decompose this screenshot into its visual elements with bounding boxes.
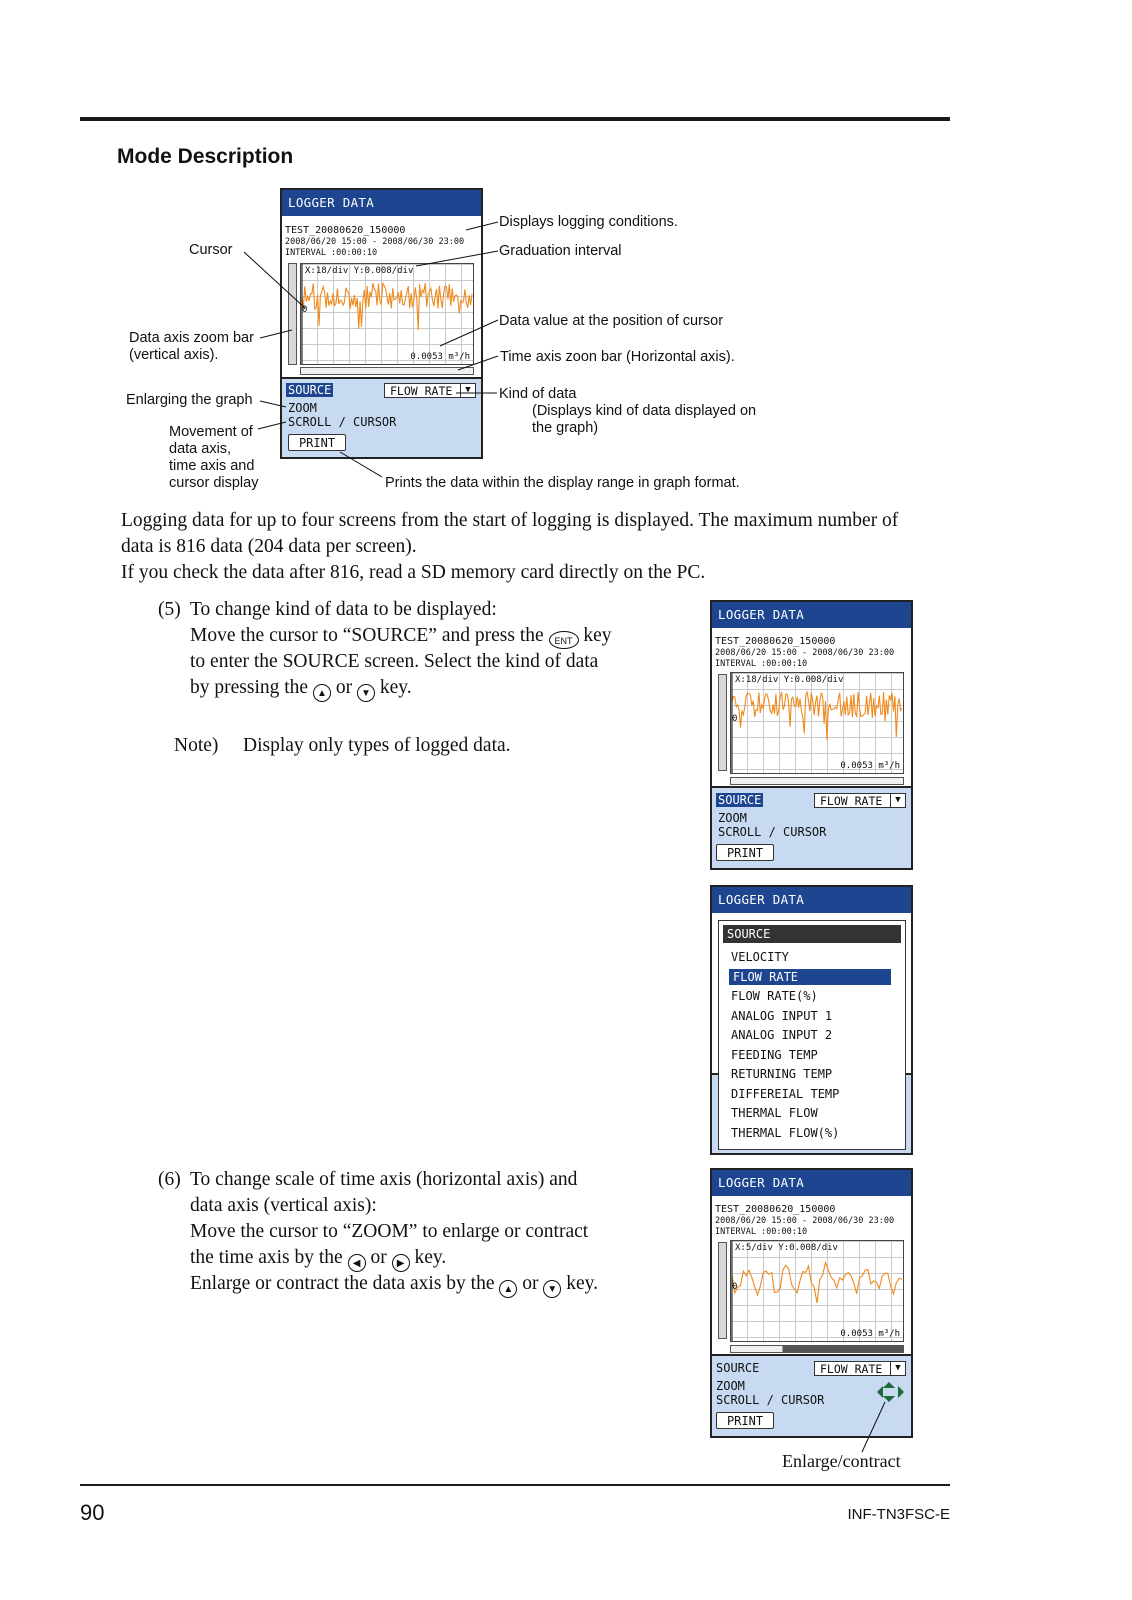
- callout-movement-1: Movement of: [169, 424, 253, 440]
- callout-print: Prints the data within the display range in graph format.: [385, 475, 740, 491]
- menu-scroll-cursor[interactable]: SCROLL / CURSOR: [288, 415, 397, 429]
- step5-number: (5): [158, 599, 181, 620]
- menu-scroll-cursor[interactable]: SCROLL / CURSOR: [716, 1393, 825, 1407]
- step5-line-2: Move the cursor to “SOURCE” and press the ENT key: [190, 623, 612, 649]
- up-key-icon: ▲: [313, 684, 331, 702]
- source-list-item[interactable]: FLOW RATE: [729, 969, 891, 985]
- menu-zoom[interactable]: ZOOM: [718, 811, 747, 825]
- menu-source[interactable]: SOURCE: [718, 793, 762, 807]
- source-list-item[interactable]: FLOW RATE(%): [731, 989, 818, 1003]
- menu-source[interactable]: SOURCE: [288, 383, 332, 397]
- screen-title: LOGGER DATA: [712, 602, 911, 628]
- intro-line-3: If you check the data after 816, read a SD memory card directly on the PC.: [121, 562, 706, 583]
- source-list-item[interactable]: THERMAL FLOW(%): [731, 1125, 840, 1140]
- callout-logging-conditions: Displays logging conditions.: [499, 214, 678, 230]
- callout-time-zoom: Time axis zoon bar (Horizontal axis).: [500, 349, 735, 365]
- data-axis-zoom-bar[interactable]: [718, 674, 727, 771]
- screen-file: TEST_20080620_150000: [715, 1204, 836, 1215]
- up-key-icon: ▲: [499, 1280, 517, 1298]
- step5-line-4: by pressing the ▲ or ▼ key.: [190, 675, 412, 702]
- flow-trace: [732, 692, 902, 740]
- source-screen-before: [710, 600, 913, 870]
- callout-data-value: Data value at the position of cursor: [499, 313, 724, 329]
- graph-scale: X:18/div Y:0.008/div: [735, 675, 844, 685]
- callout-movement-3: time axis and: [169, 458, 255, 474]
- right-key-icon: ▶: [392, 1254, 410, 1272]
- step6-number: (6): [158, 1169, 181, 1190]
- note-text: Display only types of logged data.: [243, 735, 511, 756]
- note-label: Note): [174, 735, 219, 756]
- data-axis-zoom-bar[interactable]: [718, 1242, 727, 1339]
- callout-kind: Kind of data: [499, 386, 577, 402]
- chevron-down-icon: ▼: [890, 1362, 905, 1375]
- graph-zero: 0: [732, 1282, 738, 1292]
- source-list-item[interactable]: THERMAL FLOW: [731, 1106, 818, 1120]
- screen-interval: INTERVAL :00:00:10: [715, 1227, 808, 1237]
- source-list-item[interactable]: RETURNING TEMP: [731, 1067, 833, 1081]
- source-screen-list: [710, 885, 913, 1155]
- screen-title: LOGGER DATA: [282, 190, 481, 216]
- step5-line-1: To change kind of data to be displayed:: [190, 599, 497, 620]
- step5-line-3: to enter the SOURCE screen. Select the kind of data: [190, 651, 599, 672]
- graph-area: [730, 1240, 904, 1342]
- chevron-down-icon: ▼: [460, 384, 475, 397]
- flow-trace: [732, 1263, 902, 1304]
- chevron-down-icon: ▼: [890, 794, 905, 807]
- section-title: Mode Description: [117, 145, 294, 168]
- callout-graduation: Graduation interval: [499, 243, 622, 259]
- source-list-item[interactable]: ANALOG INPUT 2: [731, 1028, 833, 1042]
- print-button[interactable]: PRINT: [288, 434, 346, 451]
- cursor-value: 0.0053 m³/h: [840, 1329, 900, 1339]
- screen-range: 2008/06/20 15:00 - 2008/06/30 23:00: [715, 648, 895, 658]
- callout-kind-desc-1: (Displays kind of data displayed on: [532, 403, 757, 419]
- screen-title: LOGGER DATA: [712, 887, 911, 913]
- kind-dropdown[interactable]: FLOW RATE ▼: [814, 1361, 906, 1376]
- menu-zoom[interactable]: ZOOM: [288, 401, 317, 415]
- source-list-item[interactable]: DIFFEREIAL TEMP: [731, 1086, 840, 1101]
- graph-scale: X:18/div Y:0.008/div: [305, 266, 414, 276]
- callout-movement-4: cursor display: [169, 475, 259, 491]
- step6-line-3: Move the cursor to “ZOOM” to enlarge or contract: [190, 1221, 589, 1242]
- source-list-item[interactable]: ANALOG INPUT 1: [731, 1008, 833, 1023]
- left-key-icon: ◀: [348, 1254, 366, 1272]
- callout-enlarging: Enlarging the graph: [126, 392, 253, 408]
- bottom-rule: [80, 1484, 950, 1486]
- time-axis-zoom-bar[interactable]: [730, 777, 904, 785]
- screen-range: 2008/06/20 15:00 - 2008/06/30 23:00: [285, 237, 465, 247]
- menu-source[interactable]: SOURCE: [716, 1361, 760, 1375]
- callout-kind-desc-2: the graph): [532, 420, 599, 436]
- step6-line-5: Enlarge or contract the data axis by the ▲ or ▼ key.: [190, 1271, 598, 1298]
- callout-data-zoom-1: Data axis zoom bar: [129, 330, 254, 346]
- screen-file: TEST_20080620_150000: [715, 636, 836, 647]
- intro-line-1: Logging data for up to four screens from the start of logging is displayed. The maximum number of: [121, 510, 899, 531]
- callout-cursor: Cursor: [189, 242, 233, 258]
- callout-movement-2: data axis,: [169, 441, 232, 457]
- source-list-item[interactable]: VELOCITY: [731, 950, 789, 964]
- screen-interval: INTERVAL :00:00:10: [715, 659, 808, 669]
- graph-scale: X:5/div Y:0.008/div: [735, 1243, 838, 1253]
- source-list-item[interactable]: FEEDING TEMP: [731, 1047, 818, 1062]
- source-list-popup: [718, 920, 906, 1150]
- down-key-icon: ▼: [357, 684, 375, 702]
- print-button[interactable]: PRINT: [716, 1412, 774, 1429]
- cursor-value: 0.0053 m³/h: [410, 352, 470, 362]
- graph-trace: [731, 673, 903, 773]
- page-number: 90: [80, 1500, 105, 1525]
- zoom-screen: [710, 1168, 913, 1438]
- time-axis-zoom-bar[interactable]: [730, 1345, 904, 1353]
- ent-key-icon: ENT: [549, 631, 579, 649]
- kind-dropdown[interactable]: FLOW RATE ▼: [384, 383, 476, 398]
- screen-file: TEST_20080620_150000: [285, 225, 406, 236]
- print-button[interactable]: PRINT: [716, 844, 774, 861]
- source-list-title: SOURCE: [723, 925, 901, 943]
- document-code: INF-TN3FSC-E: [847, 1506, 950, 1523]
- screen-interval: INTERVAL :00:00:10: [285, 248, 378, 258]
- intro-line-2: data is 816 data (204 data per screen).: [121, 536, 417, 557]
- enlarge-contract-caption: Enlarge/contract: [782, 1451, 901, 1471]
- menu-scroll-cursor[interactable]: SCROLL / CURSOR: [718, 825, 827, 839]
- step6-line-1: To change scale of time axis (horizontal axis) and: [190, 1169, 578, 1190]
- kind-dropdown[interactable]: FLOW RATE ▼: [814, 793, 906, 808]
- graph-zero: 0: [732, 714, 738, 724]
- down-key-icon: ▼: [543, 1280, 561, 1298]
- step6-line-4: the time axis by the ◀ or ▶ key.: [190, 1245, 446, 1272]
- graph-area: [730, 672, 904, 774]
- menu-zoom[interactable]: ZOOM: [716, 1379, 745, 1393]
- menu-panel: [712, 786, 911, 868]
- callout-data-zoom-2: (vertical axis).: [129, 347, 219, 363]
- screen-title: LOGGER DATA: [712, 1170, 911, 1196]
- step6-line-2: data axis (vertical axis):: [190, 1195, 377, 1216]
- graph-zero: 0: [302, 305, 308, 315]
- cursor-value: 0.0053 m³/h: [840, 761, 900, 771]
- graph-trace: [731, 1241, 903, 1341]
- screen-range: 2008/06/20 15:00 - 2008/06/30 23:00: [715, 1216, 895, 1226]
